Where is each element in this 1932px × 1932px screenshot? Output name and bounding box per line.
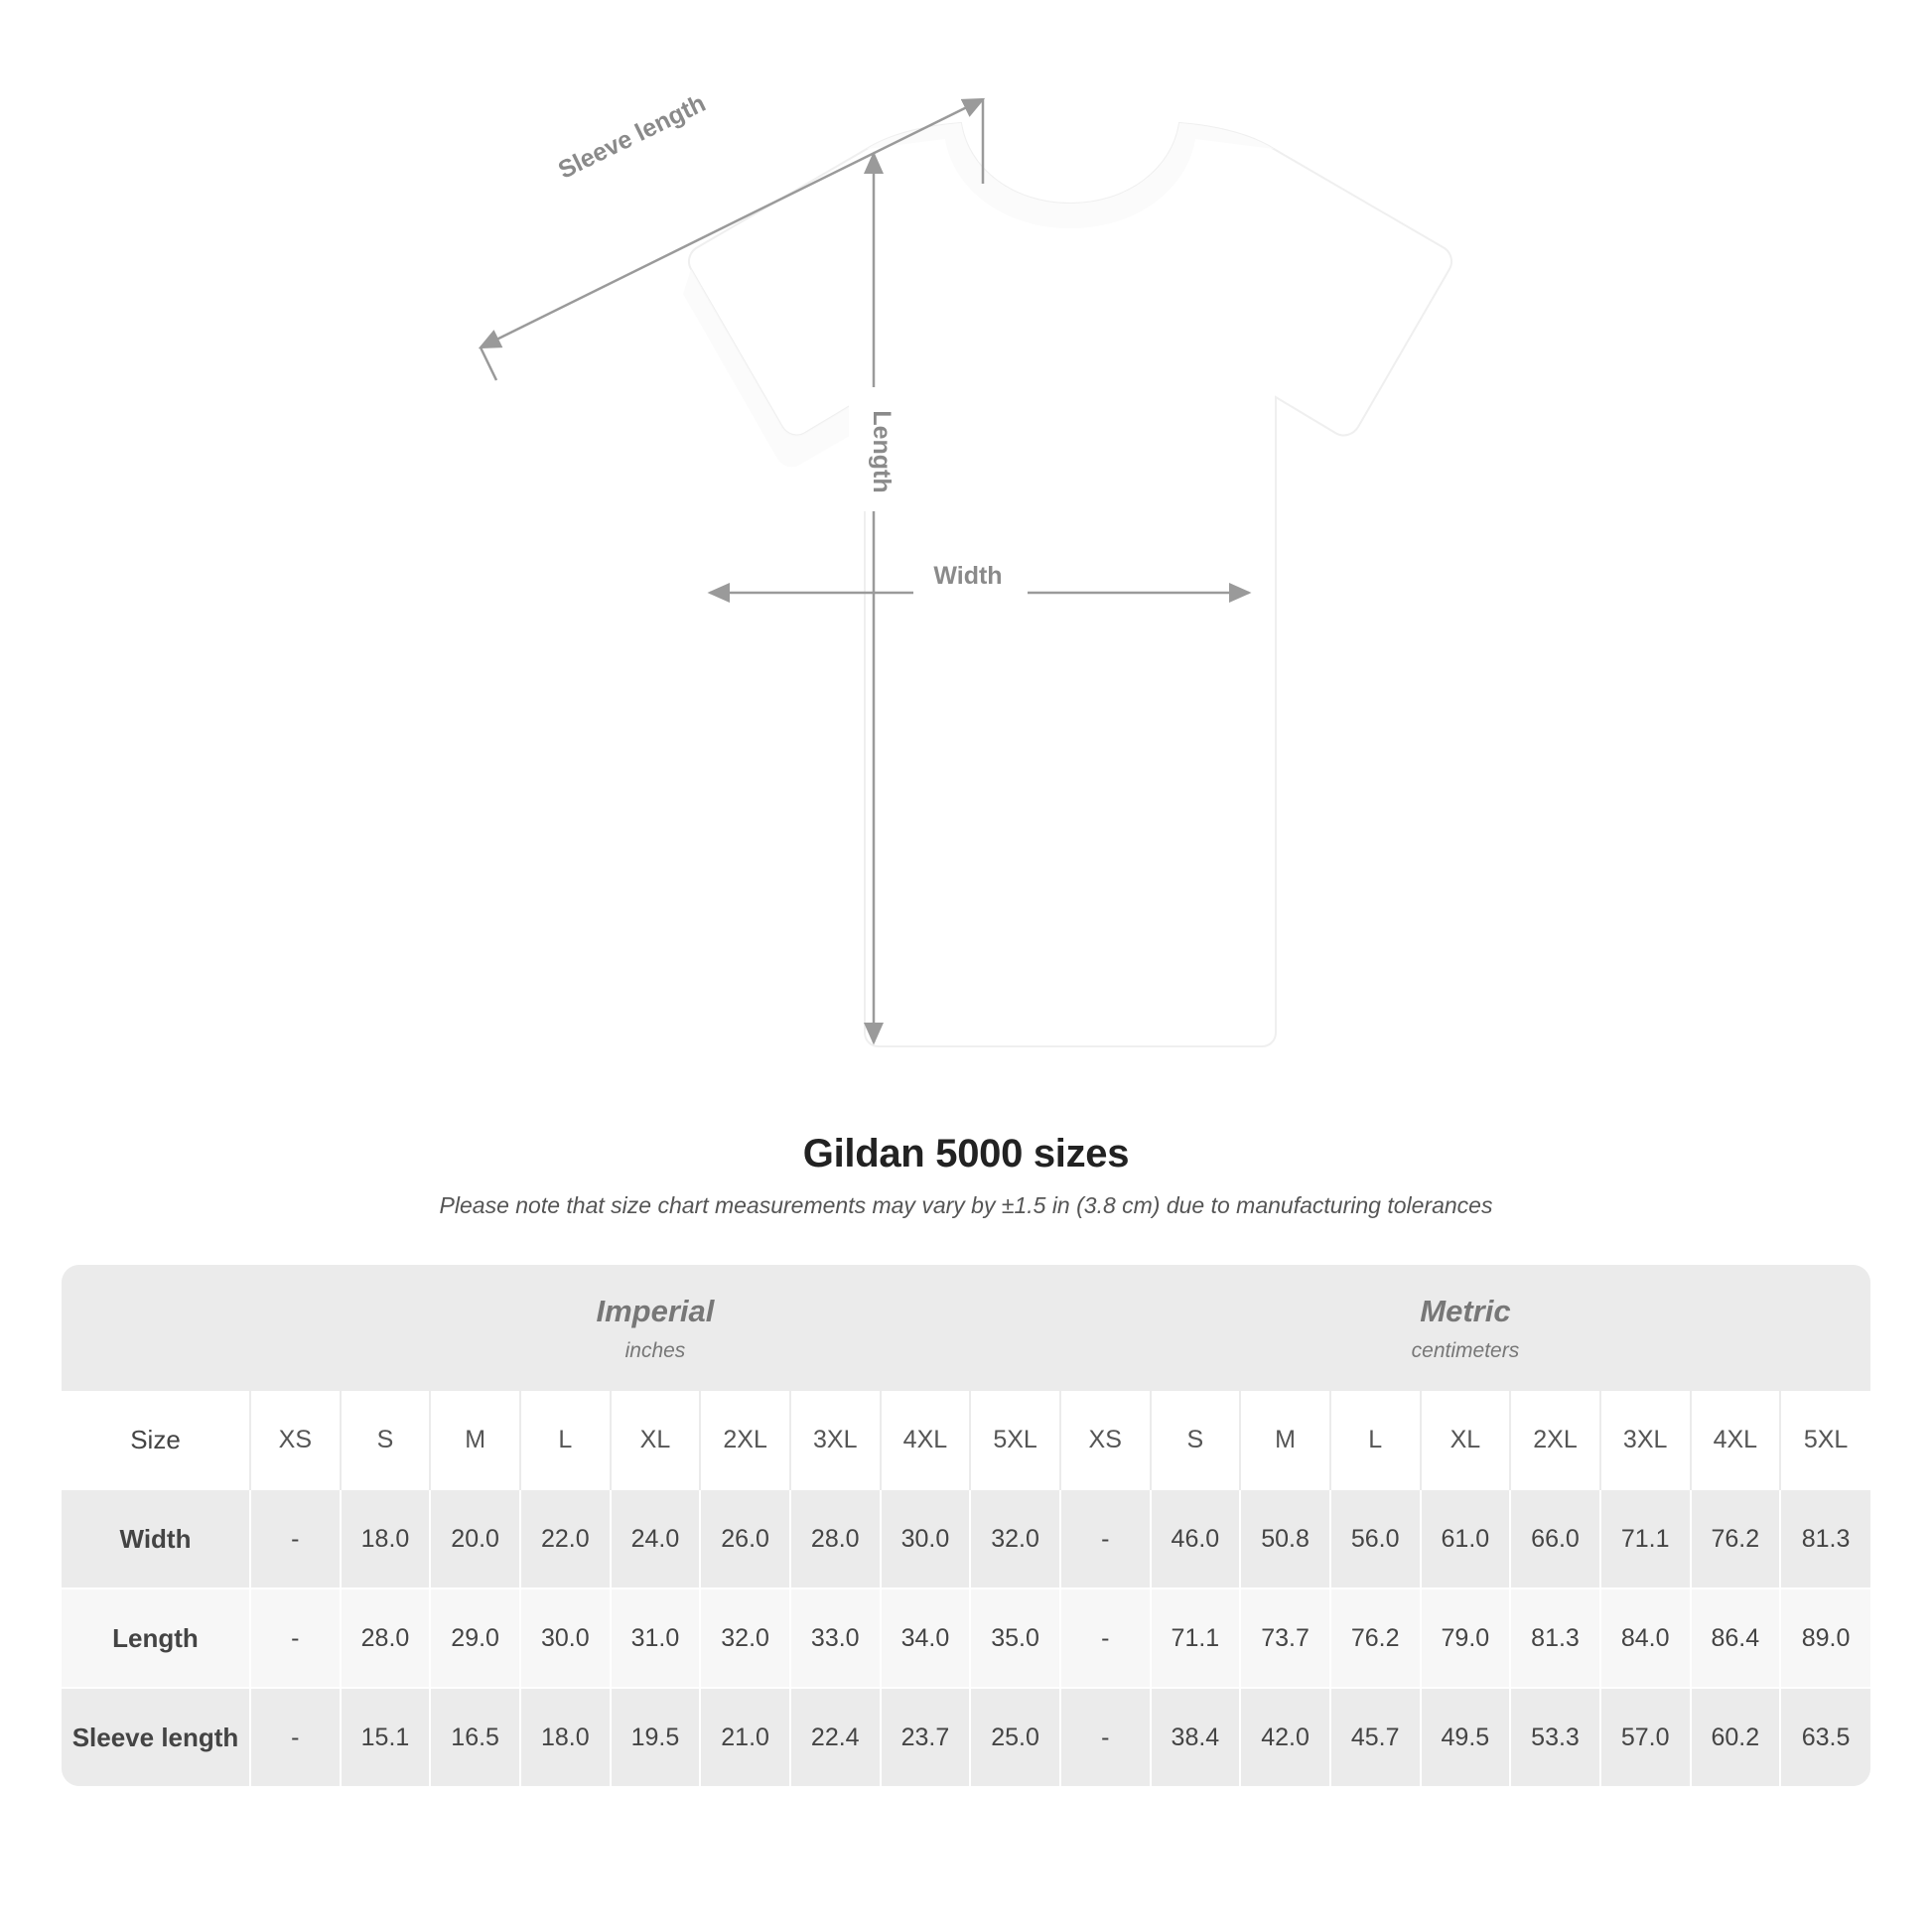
- cell-metric: 61.0: [1421, 1489, 1511, 1588]
- size-column-header: 2XL: [700, 1391, 790, 1489]
- tshirt-shape: [683, 123, 1451, 1046]
- cell-imperial: 18.0: [520, 1688, 611, 1786]
- cell-imperial: 22.4: [790, 1688, 881, 1786]
- cell-metric: 73.7: [1240, 1588, 1330, 1688]
- table-row: [62, 1688, 1870, 1786]
- cell-imperial: 28.0: [790, 1489, 881, 1588]
- sleeve-length-label: Sleeve length: [553, 88, 711, 185]
- cell-metric: 63.5: [1780, 1688, 1870, 1786]
- cell-imperial: 21.0: [700, 1688, 790, 1786]
- cell-metric: -: [1060, 1588, 1151, 1688]
- cell-imperial: 30.0: [881, 1489, 971, 1588]
- cell-imperial: 18.0: [341, 1489, 431, 1588]
- cell-metric: 46.0: [1151, 1489, 1241, 1588]
- cell-metric: 71.1: [1600, 1489, 1691, 1588]
- cell-metric: 50.8: [1240, 1489, 1330, 1588]
- size-column-header: L: [520, 1391, 611, 1489]
- cell-metric: 57.0: [1600, 1688, 1691, 1786]
- cell-imperial: 19.5: [611, 1688, 701, 1786]
- size-column-header: XS: [250, 1391, 341, 1489]
- size-table-wrap: [62, 1265, 1870, 1786]
- table-row: [62, 1588, 1870, 1688]
- size-column-header: S: [341, 1391, 431, 1489]
- cell-metric: 76.2: [1691, 1489, 1781, 1588]
- unit-header-row: [62, 1265, 1870, 1391]
- cell-metric: -: [1060, 1489, 1151, 1588]
- unit-sub-metric: centimeters: [1411, 1338, 1520, 1362]
- cell-imperial: 24.0: [611, 1489, 701, 1588]
- cell-imperial: 31.0: [611, 1588, 701, 1688]
- size-column-header: 4XL: [1691, 1391, 1781, 1489]
- cell-imperial: 15.1: [341, 1688, 431, 1786]
- unit-header-spacer: [62, 1265, 250, 1391]
- cell-metric: 56.0: [1330, 1489, 1421, 1588]
- unit-header-metric: [1060, 1265, 1870, 1391]
- cell-imperial: -: [250, 1489, 341, 1588]
- cell-imperial: 28.0: [341, 1588, 431, 1688]
- cell-metric: 49.5: [1421, 1688, 1511, 1786]
- cell-imperial: 16.5: [430, 1688, 520, 1786]
- size-column-header: XL: [1421, 1391, 1511, 1489]
- length-label: Length: [868, 410, 896, 493]
- table-row: [62, 1489, 1870, 1588]
- size-column-header: 5XL: [970, 1391, 1060, 1489]
- width-label: Width: [933, 562, 1003, 590]
- page-subtitle: Please note that size chart measurements may vary by ±1.5 in (3.8 cm) due to manufacturing tolerances: [439, 1192, 1493, 1218]
- cell-metric: 60.2: [1691, 1688, 1781, 1786]
- cell-metric: 71.1: [1151, 1588, 1241, 1688]
- size-column-header: 5XL: [1780, 1391, 1870, 1489]
- size-column-header: 2XL: [1510, 1391, 1600, 1489]
- cell-imperial: 32.0: [700, 1588, 790, 1688]
- cell-metric: 86.4: [1691, 1588, 1781, 1688]
- page-title: Gildan 5000 sizes: [802, 1132, 1130, 1175]
- cell-imperial: -: [250, 1588, 341, 1688]
- size-column-header: S: [1151, 1391, 1241, 1489]
- cell-metric: 42.0: [1240, 1688, 1330, 1786]
- size-column-header: M: [1240, 1391, 1330, 1489]
- size-column-header: 3XL: [790, 1391, 881, 1489]
- unit-sub-imperial: inches: [624, 1338, 686, 1362]
- size-column-header: L: [1330, 1391, 1421, 1489]
- cell-metric: 53.3: [1510, 1688, 1600, 1786]
- cell-imperial: 25.0: [970, 1688, 1060, 1786]
- cell-imperial: 22.0: [520, 1489, 611, 1588]
- cell-metric: 66.0: [1510, 1489, 1600, 1588]
- cell-imperial: 26.0: [700, 1489, 790, 1588]
- cell-metric: 84.0: [1600, 1588, 1691, 1688]
- size-header-row: [62, 1391, 1870, 1489]
- size-header-label: Size: [62, 1391, 250, 1489]
- row-label: Sleeve length: [62, 1688, 250, 1786]
- row-label: Length: [62, 1588, 250, 1688]
- cell-imperial: 23.7: [881, 1688, 971, 1786]
- cell-imperial: 29.0: [430, 1588, 520, 1688]
- unit-header-imperial: [250, 1265, 1060, 1391]
- unit-name-metric: Metric: [1420, 1293, 1511, 1328]
- cell-metric: 45.7: [1330, 1688, 1421, 1786]
- size-column-header: 4XL: [881, 1391, 971, 1489]
- size-column-header: 3XL: [1600, 1391, 1691, 1489]
- cell-metric: 81.3: [1780, 1489, 1870, 1588]
- size-column-header: M: [430, 1391, 520, 1489]
- cell-metric: -: [1060, 1688, 1151, 1786]
- cell-imperial: 33.0: [790, 1588, 881, 1688]
- cell-imperial: 30.0: [520, 1588, 611, 1688]
- size-table: [62, 1265, 1870, 1786]
- cell-imperial: 20.0: [430, 1489, 520, 1588]
- cell-imperial: 32.0: [970, 1489, 1060, 1588]
- cell-metric: 76.2: [1330, 1588, 1421, 1688]
- cell-imperial: 35.0: [970, 1588, 1060, 1688]
- size-column-header: XL: [611, 1391, 701, 1489]
- cell-metric: 79.0: [1421, 1588, 1511, 1688]
- cell-metric: 38.4: [1151, 1688, 1241, 1786]
- cell-imperial: -: [250, 1688, 341, 1786]
- unit-name-imperial: Imperial: [596, 1293, 715, 1328]
- cell-metric: 81.3: [1510, 1588, 1600, 1688]
- cell-imperial: 34.0: [881, 1588, 971, 1688]
- size-column-header: XS: [1060, 1391, 1151, 1489]
- row-label: Width: [62, 1489, 250, 1588]
- title-block: [0, 1132, 1932, 1219]
- cell-metric: 89.0: [1780, 1588, 1870, 1688]
